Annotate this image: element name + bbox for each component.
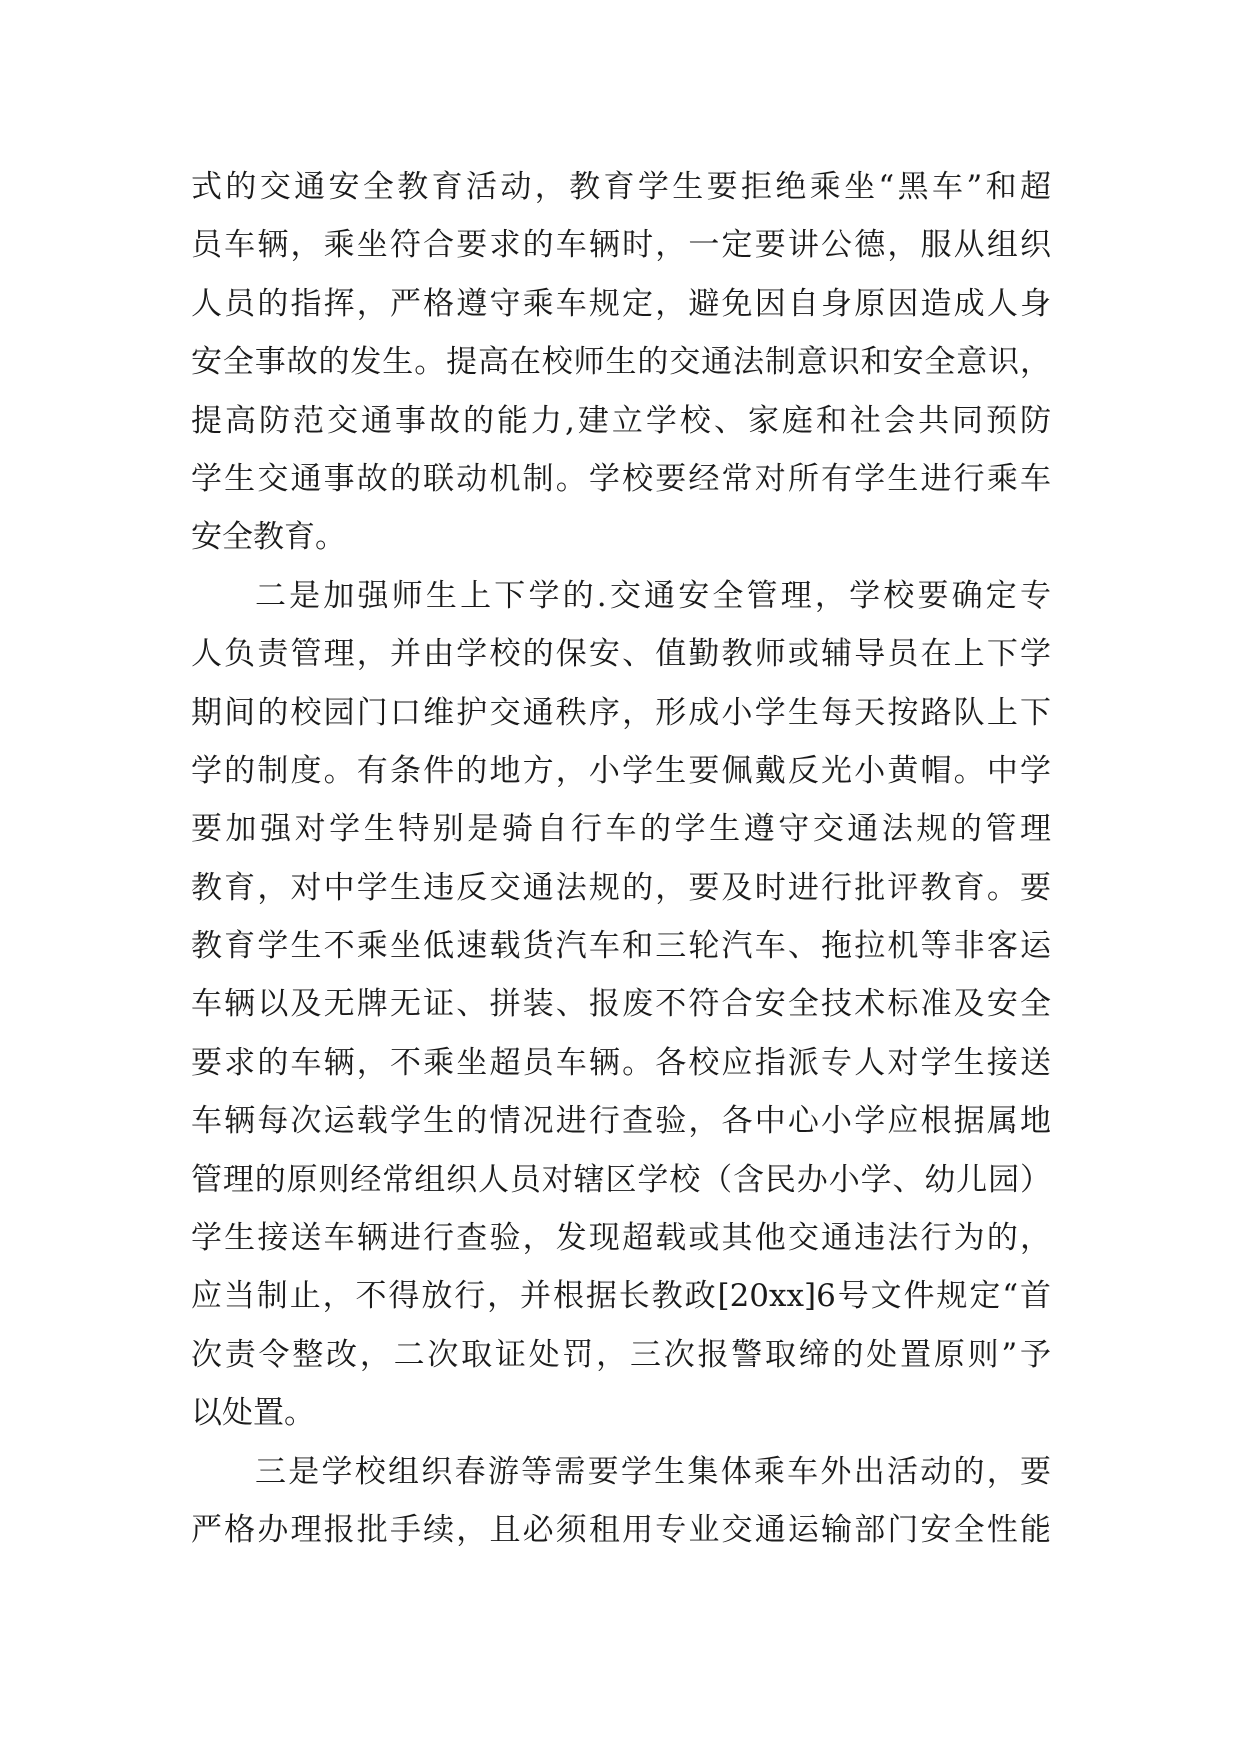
- paragraph: [191, 158, 1051, 567]
- paragraph: [191, 567, 1051, 1443]
- text-line: 学的制度。有条件的地方，小学生要佩戴反光小黄帽。中学: [191, 752, 1051, 789]
- text-line: 安全事故的发生。提高在校师生的交通法制意识和安全意识，: [191, 344, 1051, 381]
- text-line: 提高防范交通事故的能力,建立学校、家庭和社会共同预防: [191, 402, 1051, 439]
- text-line: 要加强对学生特别是骑自行车的学生遵守交通法规的管理: [191, 811, 1051, 848]
- text-line: 教育，对中学生违反交通法规的，要及时进行批评教育。要: [191, 869, 1051, 906]
- text-line: 二是加强师生上下学的.交通安全管理，学校要确定专: [255, 577, 1051, 614]
- text-line: 车辆每次运载学生的情况进行查验，各中心小学应根据属地: [191, 1103, 1051, 1140]
- text-line: 车辆以及无牌无证、拼装、报废不符合安全技术标准及安全: [191, 986, 1051, 1023]
- text-line: 学生交通事故的联动机制。学校要经常对所有学生进行乘车: [191, 460, 1051, 497]
- document-body: [191, 158, 1051, 1559]
- text-line: 应当制止，不得放行，并根据长教政[20xx]6号文件规定“首: [191, 1278, 1051, 1315]
- paragraph: [191, 1443, 1051, 1560]
- text-line: 要求的车辆，不乘坐超员车辆。各校应指派专人对学生接送: [191, 1044, 1051, 1081]
- text-line: 学生接送车辆进行查验，发现超载或其他交通违法行为的，: [191, 1220, 1051, 1257]
- text-line: 人负责管理，并由学校的保安、值勤教师或辅导员在上下学: [191, 636, 1051, 673]
- text-line: 管理的原则经常组织人员对辖区学校（含民办小学、幼儿园）: [191, 1161, 1051, 1198]
- text-line: 严格办理报批手续，且必须租用专业交通运输部门安全性能: [191, 1511, 1051, 1548]
- text-line: 期间的校园门口维护交通秩序，形成小学生每天按路队上下: [191, 694, 1051, 731]
- text-line: 式的交通安全教育活动，教育学生要拒绝乘坐“黑车”和超: [191, 169, 1051, 205]
- text-line: 次责令整改，二次取证处罚，三次报警取缔的处置原则”予: [191, 1336, 1051, 1373]
- text-line: 人员的指挥，严格遵守乘车规定，避免因自身原因造成人身: [191, 285, 1051, 322]
- text-line: 教育学生不乘坐低速载货汽车和三轮汽车、拖拉机等非客运: [191, 928, 1051, 965]
- text-line: 安全教育。: [191, 519, 346, 556]
- text-line: 以处置。: [191, 1395, 315, 1432]
- text-line: 员车辆，乘坐符合要求的车辆时，一定要讲公德，服从组织: [191, 227, 1051, 264]
- text-line: 三是学校组织春游等需要学生集体乘车外出活动的，要: [255, 1453, 1051, 1490]
